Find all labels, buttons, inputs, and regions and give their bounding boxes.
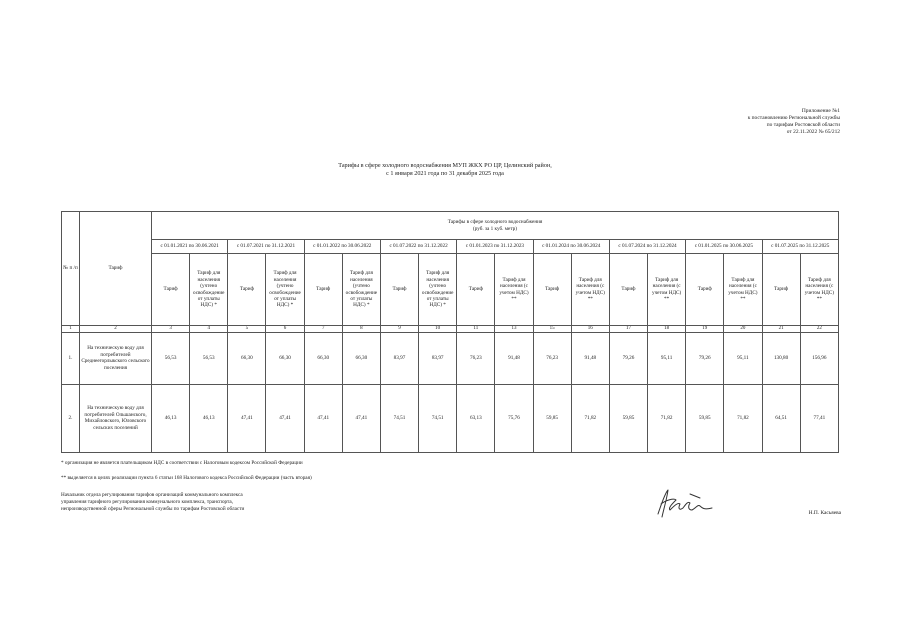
tariff-value: 66,30 <box>304 332 342 384</box>
column-number: 20 <box>724 326 762 333</box>
sub-header: Тариф <box>380 254 418 326</box>
approval-line: по тарифам Ростовской области <box>766 122 840 128</box>
header-group-unit: (руб. за 1 куб. метр) <box>473 225 517 232</box>
column-number: 1 <box>62 326 80 333</box>
tariff-value: 79,26 <box>609 332 647 384</box>
column-number: 11 <box>457 326 495 333</box>
column-number: 10 <box>419 326 457 333</box>
title-line: с 1 января 2021 года по 31 декабря 2025 года <box>386 170 504 177</box>
signer-position-line: непроизводственной сферы Региональной службы по тарифам Ростовской области <box>61 506 245 512</box>
column-number: 4 <box>190 326 228 333</box>
tariff-value: 75,76 <box>495 384 533 452</box>
tariff-value: 71,82 <box>724 384 762 452</box>
sub-header: Тариф <box>228 254 266 326</box>
tariff-value: 66,30 <box>266 332 304 384</box>
period-header: с 01.01.2023 по 31.12.2023 <box>457 240 533 254</box>
period-header: с 01.01.2025 по 30.06.2025 <box>686 240 762 254</box>
row-number: 1. <box>62 332 80 384</box>
tariff-value: 77,41 <box>800 384 838 452</box>
approval-line: от 22.11.2022 № 65/212 <box>786 129 840 135</box>
column-number: 9 <box>380 326 418 333</box>
sub-header: Тариф для населения (учтено освобождение от уплаты НДС) * <box>266 254 304 326</box>
column-number: 3 <box>152 326 190 333</box>
column-number: 16 <box>571 326 609 333</box>
tariff-value: 95,11 <box>724 332 762 384</box>
tariff-value: 46,13 <box>152 384 190 452</box>
tariff-value: 47,41 <box>266 384 304 452</box>
column-number: 13 <box>495 326 533 333</box>
column-number: 22 <box>800 326 838 333</box>
column-number: 21 <box>762 326 800 333</box>
column-number: 18 <box>648 326 686 333</box>
sub-header: Тариф <box>609 254 647 326</box>
signer-name: Н.П. Касьяева <box>808 510 841 516</box>
tariff-value: 56,53 <box>190 332 228 384</box>
approval-block <box>700 108 840 136</box>
sub-header: Тариф для населения (с учетом НДС) ** <box>800 254 838 326</box>
tariff-value: 64,51 <box>762 384 800 452</box>
sub-header: Тариф для населения (с учетом НДС) ** <box>648 254 686 326</box>
signer-position <box>61 492 361 513</box>
period-header: с 01.07.2025 по 31.12.2025 <box>762 240 839 254</box>
tariff-value: 83,97 <box>419 332 457 384</box>
sub-header: Тариф <box>152 254 190 326</box>
document-title <box>300 162 590 178</box>
signer-position-line: Начальник отдела регулирования тарифов организаций коммунального комплекса <box>61 492 243 498</box>
sub-header: Тариф для населения (с учетом НДС) ** <box>495 254 533 326</box>
footnote-vat-exempt: * организация не является плательщиком НДС в соответствии с Налоговым кодексом Российской Федерации <box>61 460 303 466</box>
tariff-value: 66,30 <box>342 332 380 384</box>
sub-header: Тариф <box>533 254 571 326</box>
tariff-value: 47,41 <box>342 384 380 452</box>
period-header: с 01.01.2022 по 30.06.2022 <box>304 240 380 254</box>
header-row-number: № п /п <box>62 212 80 326</box>
tariff-value: 91,48 <box>495 332 533 384</box>
column-number: 5 <box>228 326 266 333</box>
sub-header: Тариф для населения (учтено освобождение от уплаты НДС) * <box>190 254 228 326</box>
tariff-value: 74,51 <box>419 384 457 452</box>
tariff-value: 59,85 <box>533 384 571 452</box>
sub-header: Тариф <box>457 254 495 326</box>
period-header: с 01.01.2024 по 30.06.2024 <box>533 240 609 254</box>
tariff-value: 74,51 <box>380 384 418 452</box>
tariff-value: 95,11 <box>648 332 686 384</box>
column-number: 7 <box>304 326 342 333</box>
sub-header: Тариф <box>686 254 724 326</box>
tariff-value: 59,85 <box>609 384 647 452</box>
sub-header: Тариф для населения (с учетом НДС) ** <box>571 254 609 326</box>
column-number: 2 <box>80 326 152 333</box>
tariff-name: На техническую воду для потребителей Среднеегорлыкского сельского поселения <box>80 332 152 384</box>
period-header: с 01.07.2024 по 31.12.2024 <box>609 240 685 254</box>
sub-header: Тариф для населения (учтено освобождение от уплаты НДС) * <box>419 254 457 326</box>
period-header: с 01.07.2022 по 31.12.2022 <box>380 240 456 254</box>
tariff-value: 56,53 <box>152 332 190 384</box>
column-number: 8 <box>342 326 380 333</box>
tariff-value: 59,85 <box>686 384 724 452</box>
tariff-value: 76,23 <box>533 332 571 384</box>
table-row <box>62 384 839 452</box>
column-number: 15 <box>533 326 571 333</box>
approval-line: к постановлению Региональной службы <box>747 115 840 121</box>
tariff-value: 71,82 <box>648 384 686 452</box>
tariff-value: 46,13 <box>190 384 228 452</box>
header-group <box>152 212 839 240</box>
sub-header: Тариф для населения (учтено освобождение от уплаты НДС) * <box>342 254 380 326</box>
tariff-value: 76,23 <box>457 332 495 384</box>
period-header: с 01.07.2021 по 31.12.2021 <box>228 240 304 254</box>
signer-position-line: управления тарифного регулирования коммунального комплекса, транспорта, <box>61 499 233 505</box>
tariff-name: На техническую воду для потребителей Ольшанского, Михайловского, Юловского сельских поселений <box>80 384 152 452</box>
column-number: 19 <box>686 326 724 333</box>
tariff-value: 63,13 <box>457 384 495 452</box>
handwritten-signature-icon <box>652 484 722 524</box>
footnote-vat-included: ** выделяется в целях реализации пункта 6 статьи 168 Налогового кодекса Российской Федерации (часть вторая) <box>61 475 312 481</box>
tariff-table <box>61 211 839 453</box>
column-number: 17 <box>609 326 647 333</box>
row-number: 2. <box>62 384 80 452</box>
tariff-value: 79,26 <box>686 332 724 384</box>
column-number: 6 <box>266 326 304 333</box>
table-row <box>62 332 839 384</box>
header-tariff: Тариф <box>80 212 152 326</box>
header-group-title: Тарифы в сфере холодного водоснабжения <box>447 219 543 226</box>
sub-header: Тариф <box>304 254 342 326</box>
title-line: Тарифы в сфере холодного водоснабжения МУП ЖКХ РО ЦР, Целинский район, <box>338 162 552 169</box>
tariff-value: 71,82 <box>571 384 609 452</box>
tariff-value: 83,97 <box>380 332 418 384</box>
tariff-value: 66,30 <box>228 332 266 384</box>
approval-line: Приложение №1 <box>801 108 840 114</box>
tariff-value: 91,48 <box>571 332 609 384</box>
sub-header: Тариф для населения (с учетом НДС) ** <box>724 254 762 326</box>
sub-header: Тариф <box>762 254 800 326</box>
period-header: с 01.01.2021 по 30.06.2021 <box>152 240 228 254</box>
tariff-value: 156,96 <box>800 332 838 384</box>
tariff-value: 47,41 <box>304 384 342 452</box>
tariff-value: 47,41 <box>228 384 266 452</box>
tariff-value: 130,80 <box>762 332 800 384</box>
